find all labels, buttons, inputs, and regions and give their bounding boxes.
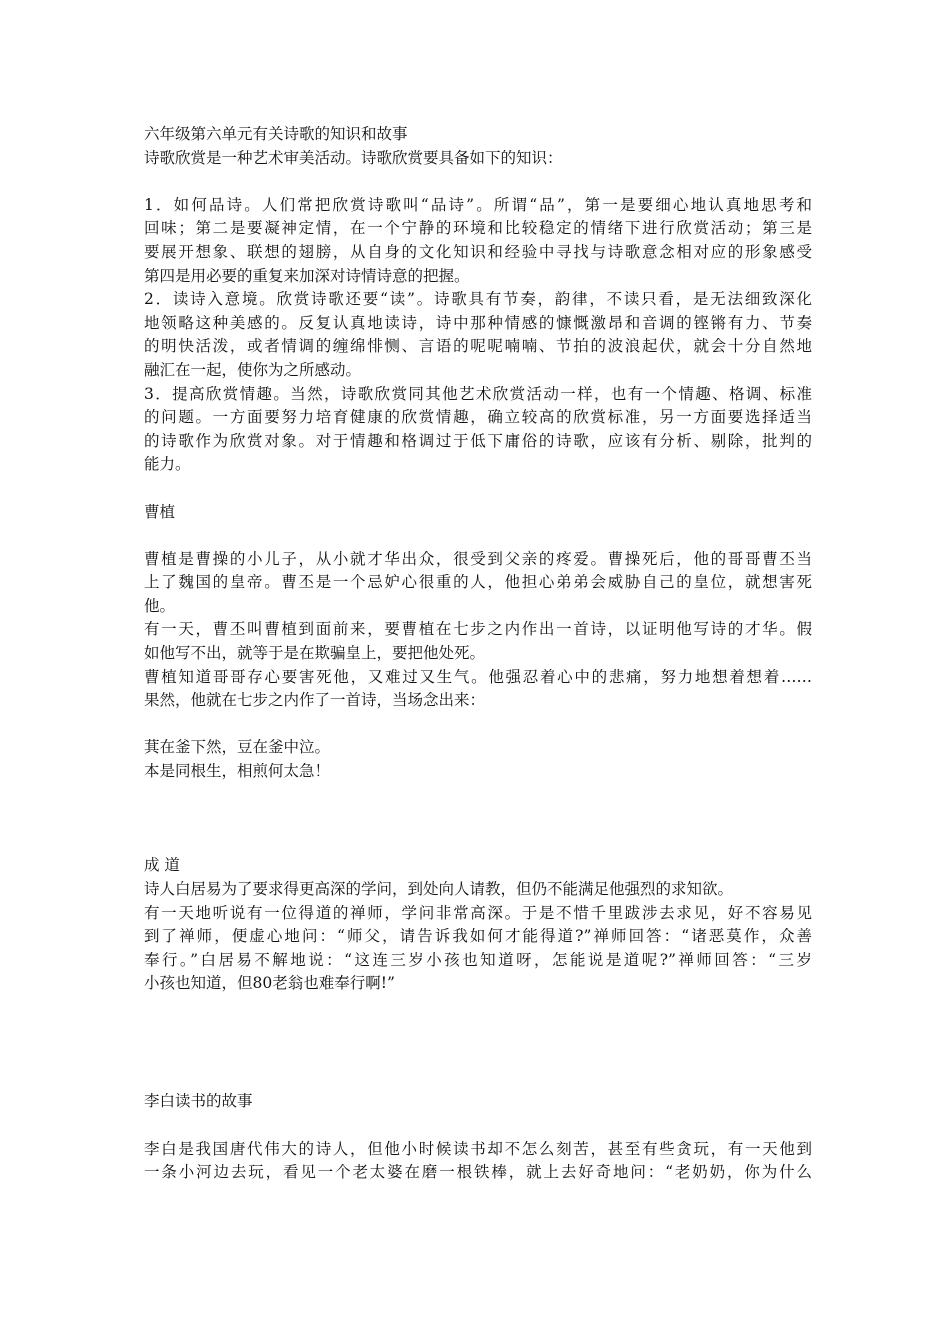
paragraph-line: 能力。 <box>144 455 191 474</box>
spacer <box>144 170 812 194</box>
knowledge-item-1 <box>144 194 812 288</box>
spacer <box>144 477 812 501</box>
knowledge-item-3 <box>144 383 812 477</box>
caozhi-paragraph-3 <box>144 666 812 713</box>
paragraph-line: 诗人白居易为了要求得更高深的学问，到处向人请教，但仍不能满足他强烈的求知欲。 <box>144 880 734 898</box>
spacer <box>144 1043 812 1067</box>
spacer <box>144 996 812 1020</box>
paragraph-line: 到了禅师，便虚心地问：“师父，请告诉我如何才能得道?”禅师回答：“诸恶莫作，众善 <box>144 927 812 946</box>
document-title: 六年级第六单元有关诗歌的知识和故事 <box>144 125 408 143</box>
section-heading-libai: 李白读书的故事 <box>144 1092 253 1111</box>
paragraph-line: 果然，他就在七步之内作了一首诗，当场念出来： <box>144 691 486 710</box>
spacer <box>144 524 812 548</box>
section-heading-caozhi: 曹植 <box>144 502 176 521</box>
paragraph-line: 有一天地听说有一位得道的禅师，学问非常高深。于是不惜千里跋涉去求见，好不容易见 <box>144 903 812 922</box>
spacer <box>144 784 812 808</box>
paragraph-line: 3．提高欣赏情趣。当然，诗歌欣赏同其他艺术欣赏活动一样，也有一个情趣、格调、标准 <box>144 384 812 403</box>
paragraph-line: 上了魏国的皇帝。曹丕是一个忌妒心很重的人，他担心弟弟会威胁自己的皇位，就想害死 <box>144 573 812 592</box>
spacer <box>144 1114 812 1138</box>
paragraph-line: 融汇在一起，使你为之所感动。 <box>144 360 362 379</box>
paragraph-line: 李白是我国唐代伟大的诗人，但他小时候读书却不怎么刻苦，甚至有些贪玩，有一天他到 <box>144 1139 812 1158</box>
spacer <box>144 713 812 737</box>
spacer <box>144 1067 812 1091</box>
spacer <box>144 831 812 855</box>
paragraph-line: 曹植知道哥哥存心要害死他，又难过又生气。他强忍着心中的悲痛，努力地想着想着…… <box>144 667 812 686</box>
caozhi-paragraph-1 <box>144 548 812 619</box>
paragraph-line: 奉行。”白居易不解地说：“这连三岁小孩也知道呀，怎能说是道呢?”禅师回答：“三岁 <box>144 950 812 969</box>
chengdao-paragraph-2 <box>144 902 812 996</box>
poem-line: 萁在釜下然，豆在釜中泣。 <box>144 738 331 757</box>
intro-paragraph: 诗歌欣赏是一种艺术审美活动。诗歌欣赏要具备如下的知识： <box>144 148 563 167</box>
caozhi-paragraph-2 <box>144 618 812 665</box>
paragraph-line: 地领略这种美感的。反复认真地读诗，诗中那种情感的慷慨激昂和音调的铿锵有力、节奏 <box>144 313 812 332</box>
document-page <box>144 123 812 1185</box>
paragraph-line: 有一天，曹丕叫曹植到面前来，要曹植在七步之内作出一首诗，以证明他写诗的才华。假 <box>144 620 812 639</box>
paragraph-line: 小孩也知道，但80老翁也难奉行啊!” <box>144 974 395 993</box>
paragraph-line: 2．读诗入意境。欣赏诗歌还要“读”。诗歌具有节奏，韵律，不读只看，是无法细致深化 <box>144 290 812 309</box>
paragraph-line: 的诗歌作为欣赏对象。对于情趣和格调过于低下庸俗的诗歌，应该有分析、剔除，批判的 <box>144 431 812 450</box>
paragraph-line: 的明快活泼，或者情调的缠绵悱恻、言语的呢呢喃喃、节拍的波浪起伏，就会十分自然地 <box>144 337 812 356</box>
paragraph-line: 回味；第二是要凝神定情，在一个宁静的环境和比较稳定的情绪下进行欣赏活动；第三是 <box>144 219 812 238</box>
section-heading-chengdao: 成 道 <box>144 856 180 875</box>
knowledge-item-2 <box>144 288 812 382</box>
paragraph-line: 一条小河边去玩，看见一个老太婆在磨一根铁棒，就上去好奇地问：“老奶奶，你为什么 <box>144 1163 812 1182</box>
libai-paragraph-1 <box>144 1138 812 1185</box>
caozhi-poem <box>144 736 812 783</box>
poem-line: 本是同根生，相煎何太急！ <box>144 762 331 781</box>
spacer <box>144 1020 812 1044</box>
spacer <box>144 807 812 831</box>
chengdao-paragraph-1 <box>144 878 812 902</box>
paragraph-line: 他。 <box>144 596 176 615</box>
paragraph-line: 要展开想象、联想的翅膀，从自身的文化知识和经验中寻找与诗歌意念相对应的形象感受 <box>144 242 812 261</box>
paragraph-line: 曹植是曹操的小儿子，从小就才华出众，很受到父亲的疼爱。曹操死后，他的哥哥曹丕当 <box>144 549 812 568</box>
paragraph-line: 如他写不出，就等于是在欺骗皇上，要把他处死。 <box>144 644 486 663</box>
paragraph-line: 1．如何品诗。人们常把欣赏诗歌叫“品诗”。所谓“品”，第一是要细心地认真地思考和 <box>144 195 812 214</box>
paragraph-line: 第四是用必要的重复来加深对诗情诗意的把握。 <box>144 266 470 285</box>
paragraph-line: 的问题。一方面要努力培育健康的欣赏情趣，确立较高的欣赏标准，另一方面要选择适当 <box>144 408 812 427</box>
